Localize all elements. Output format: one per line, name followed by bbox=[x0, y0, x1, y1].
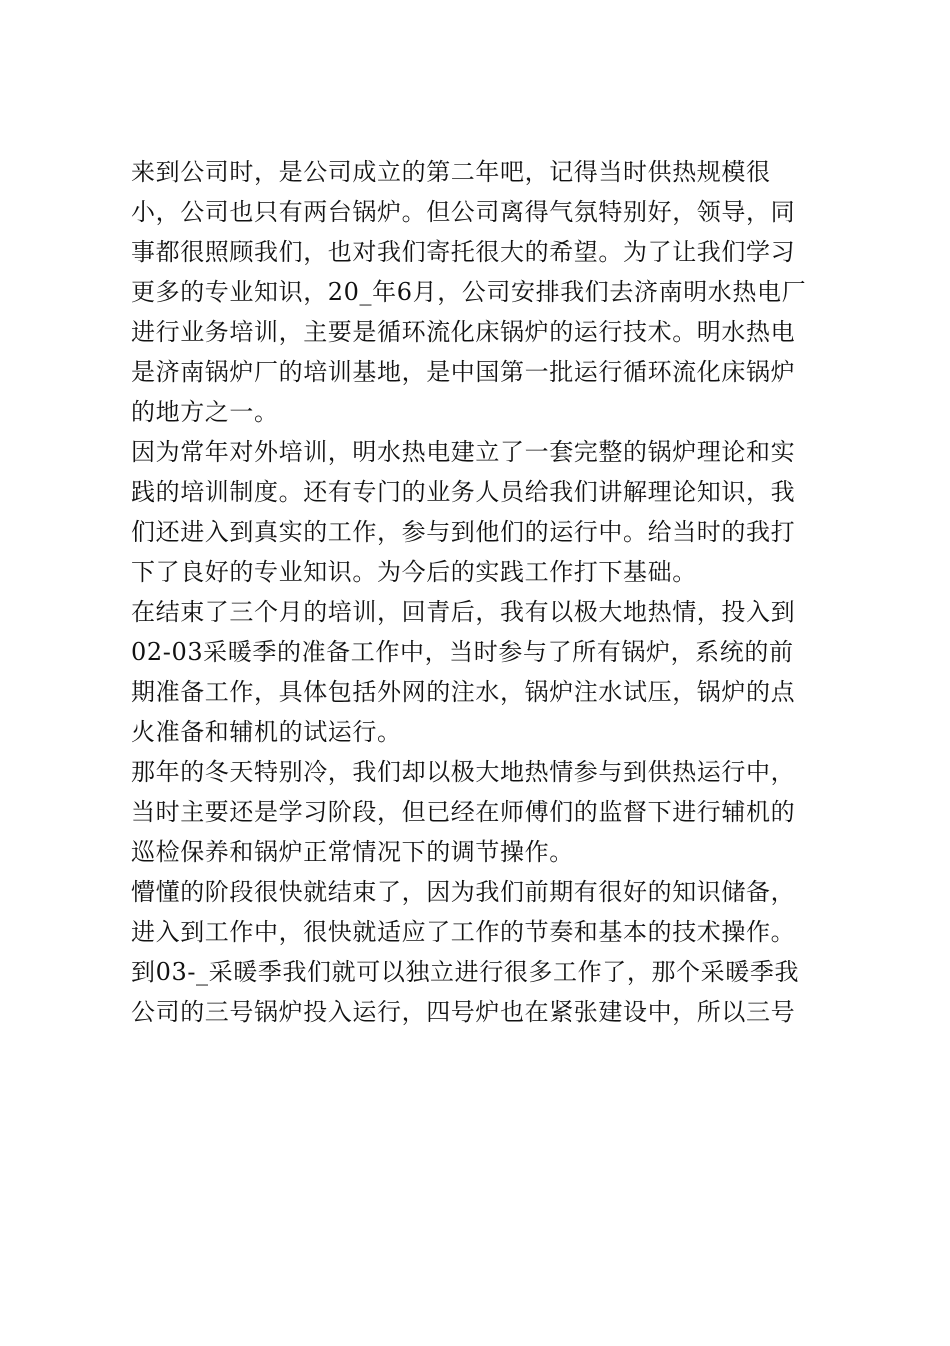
text-line: 到03-_采暖季我们就可以独立进行很多工作了，那个采暖季我 bbox=[131, 958, 800, 986]
text-line: 懵懂的阶段很快就结束了，因为我们前期有很好的知识储备， bbox=[131, 878, 796, 906]
text-line: 进入到工作中，很快就适应了工作的节奏和基本的技术操作。 bbox=[131, 918, 796, 946]
text-line: 进行业务培训，主要是循环流化床锅炉的运行技术。明水热电 bbox=[131, 318, 796, 346]
text-line: 那年的冬天特别冷，我们却以极大地热情参与到供热运行中， bbox=[131, 758, 796, 786]
text-line: 践的培训制度。还有专门的业务人员给我们讲解理论知识，我 bbox=[131, 478, 796, 506]
text-line: 们还进入到真实的工作，参与到他们的运行中。给当时的我打 bbox=[131, 518, 796, 546]
text-line: 火准备和辅机的试运行。 bbox=[131, 718, 402, 746]
text-line: 的地方之一。 bbox=[131, 398, 279, 426]
text-line: 公司的三号锅炉投入运行，四号炉也在紧张建设中，所以三号 bbox=[131, 998, 796, 1026]
text-line: 来到公司时，是公司成立的第二年吧，记得当时供热规模很 bbox=[131, 158, 771, 186]
text-line: 02-03采暖季的准备工作中，当时参与了所有锅炉，系统的前 bbox=[131, 638, 794, 666]
text-line: 因为常年对外培训，明水热电建立了一套完整的锅炉理论和实 bbox=[131, 438, 796, 466]
text-line: 期准备工作，具体包括外网的注水，锅炉注水试压，锅炉的点 bbox=[131, 678, 796, 706]
text-line: 巡检保养和锅炉正常情况下的调节操作。 bbox=[131, 838, 574, 866]
body-text bbox=[131, 152, 831, 1032]
text-line: 更多的专业知识，20_年6月，公司安排我们去济南明水热电厂 bbox=[131, 278, 807, 306]
text-line: 在结束了三个月的培训，回青后，我有以极大地热情，投入到 bbox=[131, 598, 796, 626]
text-line: 下了良好的专业知识。为今后的实践工作打下基础。 bbox=[131, 558, 697, 586]
text-line: 是济南锅炉厂的培训基地，是中国第一批运行循环流化床锅炉 bbox=[131, 358, 796, 386]
text-line: 事都很照顾我们，也对我们寄托很大的希望。为了让我们学习 bbox=[131, 238, 796, 266]
text-line: 当时主要还是学习阶段，但已经在师傅们的监督下进行辅机的 bbox=[131, 798, 796, 826]
text-line: 小，公司也只有两台锅炉。但公司离得气氛特别好，领导，同 bbox=[131, 198, 796, 226]
